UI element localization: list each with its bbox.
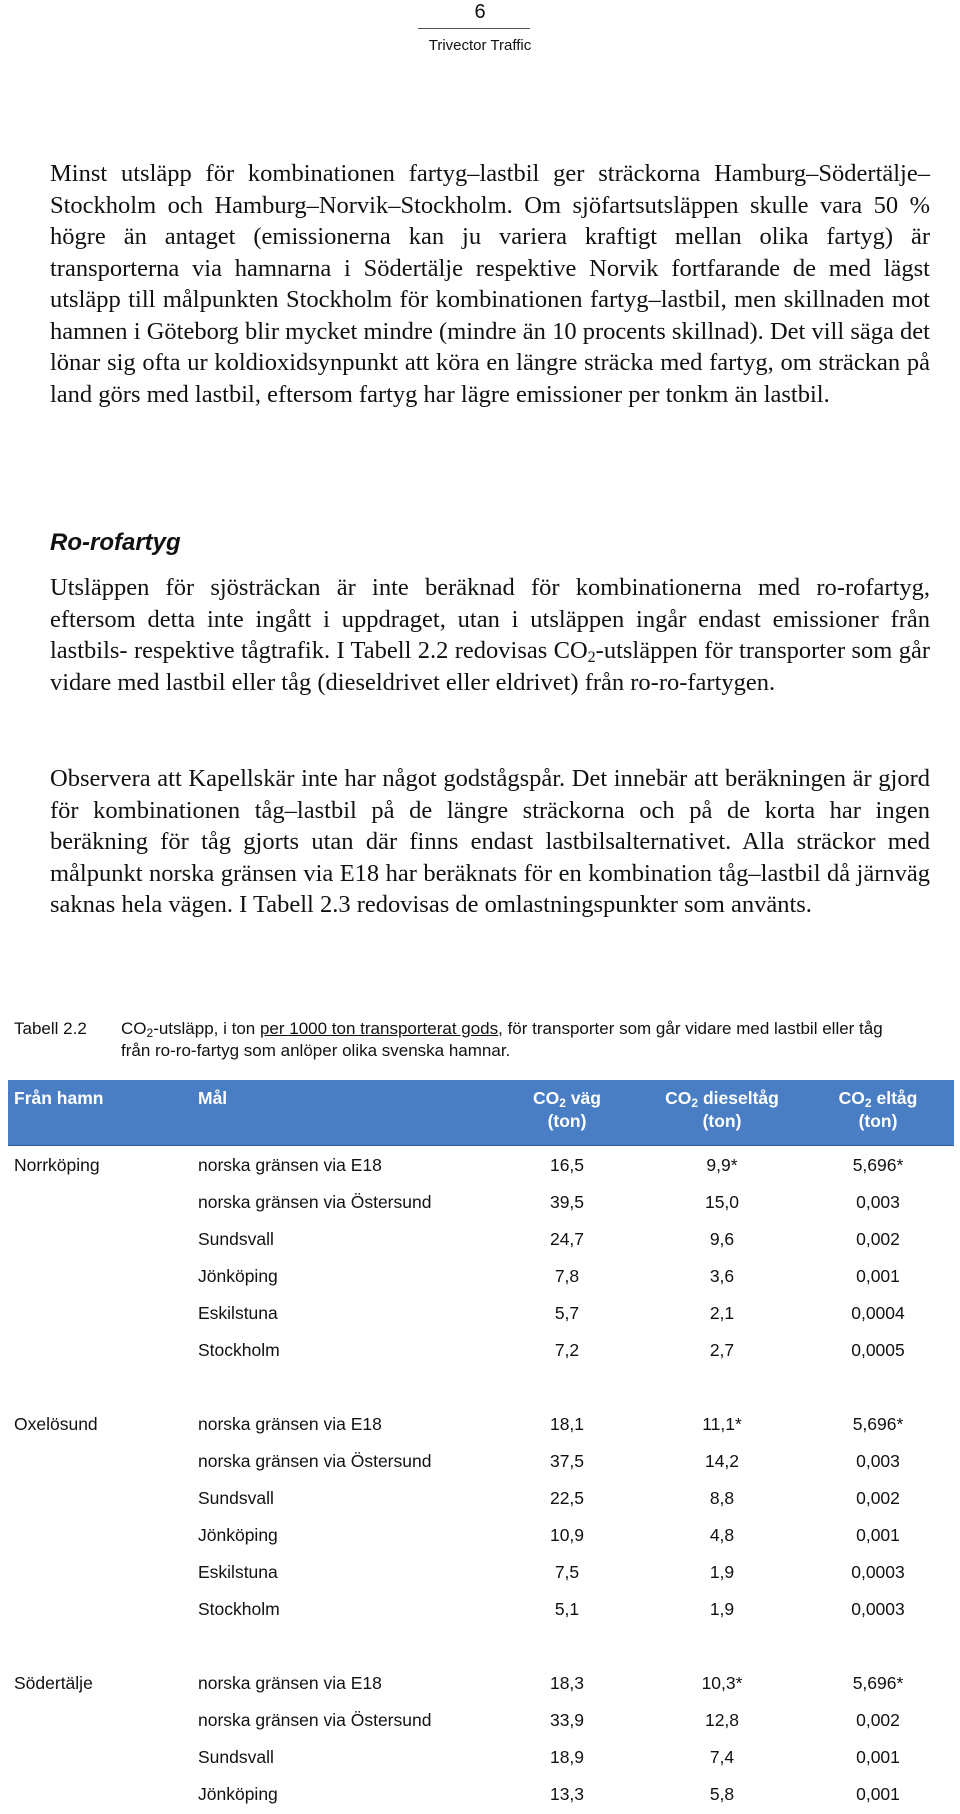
cell-co2-diesel: 7,4 xyxy=(709,1746,735,1767)
cell-destination: norska gränsen via E18 xyxy=(198,1154,382,1175)
cell-co2-road: 18,9 xyxy=(549,1746,585,1767)
cell-port xyxy=(8,1442,192,1479)
table-row xyxy=(8,1701,954,1738)
cell-co2-diesel: 4,8 xyxy=(709,1524,735,1545)
header-divider xyxy=(418,28,530,29)
cell-co2-electric: 5,696* xyxy=(852,1413,904,1434)
cell-co2-electric: 0,003 xyxy=(856,1191,900,1212)
cell-co2-road: 5,1 xyxy=(554,1598,580,1619)
cell-co2-electric: 0,001 xyxy=(856,1265,900,1286)
header-road-unit: (ton) xyxy=(547,1111,587,1131)
paragraph-2-text-before: Utsläppen för sjösträckan är inte beräknad för kombinationerna med ro-rofartyg, eftersom detta inte ingått i uppdraget, utan i utsläppen ingår endast emissioner från lastbils- respektive tågtrafik. I Tabell 2.2 redovisas CO xyxy=(50,574,930,664)
group-spacer xyxy=(8,1627,954,1664)
cell-co2-road: 13,3 xyxy=(549,1783,585,1804)
header-electric-co: CO xyxy=(838,1088,865,1108)
header-electric-label: eltåg xyxy=(871,1088,918,1108)
cell-co2-electric: 0,002 xyxy=(856,1709,900,1730)
caption-label: Tabell 2.2 xyxy=(14,1019,87,1038)
cell-destination: Eskilstuna xyxy=(198,1561,278,1582)
cell-co2-road: 10,9 xyxy=(549,1524,585,1545)
cell-destination: Sundsvall xyxy=(198,1228,274,1249)
cell-destination: norska gränsen via E18 xyxy=(198,1413,382,1434)
caption-part2: , för transporter som går vidare med lastbil eller tåg från ro-ro-fartyg som anlöper olika svenska hamnar. xyxy=(121,1019,883,1060)
table-row xyxy=(8,1442,954,1479)
paragraph-2 xyxy=(50,572,930,698)
table-row xyxy=(8,1183,954,1220)
cell-co2-electric: 0,002 xyxy=(856,1228,900,1249)
table-row xyxy=(8,1590,954,1627)
cell-co2-diesel: 5,8 xyxy=(709,1783,735,1804)
cell-port xyxy=(8,1331,192,1368)
cell-co2-road: 33,9 xyxy=(549,1709,585,1730)
cell-co2-diesel: 10,3* xyxy=(701,1672,743,1693)
cell-destination: Jönköping xyxy=(198,1783,278,1804)
header-road-sub: 2 xyxy=(559,1096,566,1110)
header-road-label: väg xyxy=(565,1088,601,1108)
table-row xyxy=(8,1553,954,1590)
cell-co2-diesel: 9,9* xyxy=(706,1154,738,1175)
page-number: 6 xyxy=(474,1,486,23)
table-row xyxy=(8,1775,954,1812)
table-row xyxy=(8,1220,954,1257)
header-co2-road xyxy=(492,1080,642,1146)
cell-co2-electric: 0,001 xyxy=(856,1783,900,1804)
cell-destination: Eskilstuna xyxy=(198,1302,278,1323)
cell-destination: Jönköping xyxy=(198,1265,278,1286)
cell-co2-diesel: 9,6 xyxy=(709,1228,735,1249)
header-co2-electric xyxy=(802,1080,954,1146)
cell-port xyxy=(8,1183,192,1220)
cell-co2-diesel: 12,8 xyxy=(704,1709,740,1730)
table-header-row xyxy=(8,1080,954,1146)
subscript-2: 2 xyxy=(587,649,596,666)
cell-co2-road: 18,1 xyxy=(549,1413,585,1434)
cell-co2-diesel: 2,7 xyxy=(709,1339,735,1360)
cell-destination: Stockholm xyxy=(198,1339,280,1360)
caption-underlined: per 1000 ton transporterat gods xyxy=(259,1019,499,1038)
caption-co: CO xyxy=(121,1019,147,1038)
emissions-table xyxy=(8,1080,954,1812)
cell-destination: norska gränsen via Östersund xyxy=(198,1450,432,1471)
header-road-co: CO xyxy=(533,1088,560,1108)
cell-destination: norska gränsen via E18 xyxy=(198,1672,382,1693)
cell-co2-diesel: 15,0 xyxy=(704,1191,740,1212)
table-row xyxy=(8,1146,954,1184)
cell-port xyxy=(8,1701,192,1738)
cell-port xyxy=(8,1775,192,1812)
table-row xyxy=(8,1738,954,1775)
spacer-cell xyxy=(8,1368,954,1405)
cell-co2-diesel: 1,9 xyxy=(709,1561,735,1582)
cell-co2-road: 24,7 xyxy=(549,1228,585,1249)
cell-co2-diesel: 11,1* xyxy=(702,1413,742,1434)
section-heading: Ro-rofartyg xyxy=(50,529,181,556)
cell-co2-electric: 5,696* xyxy=(852,1672,904,1693)
cell-co2-electric: 0,001 xyxy=(856,1746,900,1767)
cell-destination: Stockholm xyxy=(198,1598,280,1619)
table-row xyxy=(8,1257,954,1294)
table-row xyxy=(8,1294,954,1331)
cell-co2-electric: 0,003 xyxy=(856,1450,900,1471)
header-destination: Mål xyxy=(192,1080,492,1146)
caption-text xyxy=(121,1018,911,1062)
group-spacer xyxy=(8,1368,954,1405)
cell-co2-electric: 0,001 xyxy=(856,1524,900,1545)
cell-port xyxy=(8,1553,192,1590)
header-diesel-sub: 2 xyxy=(691,1096,699,1110)
table-row xyxy=(8,1516,954,1553)
cell-co2-diesel: 14,2 xyxy=(704,1450,740,1471)
header-electric-sub: 2 xyxy=(864,1096,872,1110)
cell-co2-road: 39,5 xyxy=(549,1191,585,1212)
cell-port: Norrköping xyxy=(14,1154,100,1175)
cell-co2-electric: 0,0003 xyxy=(851,1598,905,1619)
cell-co2-road: 18,3 xyxy=(549,1672,585,1693)
cell-co2-diesel: 8,8 xyxy=(709,1487,735,1508)
cell-co2-road: 16,5 xyxy=(549,1154,585,1175)
cell-co2-road: 37,5 xyxy=(549,1450,585,1471)
table-row xyxy=(8,1331,954,1368)
cell-co2-electric: 5,696* xyxy=(852,1154,904,1175)
paragraph-1: Minst utsläpp för kombinationen fartyg–lastbil ger sträckorna Hamburg–Södertälje–Stockholm och Hamburg–Norvik–Stockholm. Om sjöfartsutsläppen skulle vara 50 % högre än antaget (emissionerna kan ju variera kraftigt mellan olika fartyg) är transporterna via hamnarna i Södertälje respektive Norvik fortfarande de med lägst utsläpp till målpunkten Stockholm för kombinationen fartyg–lastbil, men skillnaden mot hamnen i Göteborg blir mycket mindre (mindre än 10 procents skillnad). Det vill säga det lönar sig ofta ur koldioxidsynpunkt att köra en längre sträcka med fartyg, om sträckan på land görs med lastbil, eftersom fartyg har lägre emissioner per tonkm än lastbil. xyxy=(50,160,930,408)
cell-co2-diesel: 1,9 xyxy=(709,1598,735,1619)
caption-subscript: 2 xyxy=(146,1026,154,1040)
cell-port: Södertälje xyxy=(14,1672,93,1693)
header-electric-unit: (ton) xyxy=(858,1111,898,1131)
cell-port xyxy=(8,1590,192,1627)
cell-port xyxy=(8,1294,192,1331)
paragraph-3: Observera att Kapellskär inte har något godstågspår. Det innebär att beräkningen är gjord för kombinationen tåg–lastbil på de längre sträckorna och på de korta har ingen beräkning för tåg gjorts utan där finns endast lastbilsalternativet. Alla sträckor med målpunkt norska gränsen via E18 har beräknats för en kombination tåg–lastbil då järnväg saknas hela vägen. I Tabell 2.3 redovisas de omlastningspunkter som använts. xyxy=(50,765,930,918)
header-company: Trivector Traffic xyxy=(428,37,532,54)
cell-co2-electric: 0,0005 xyxy=(851,1339,905,1360)
cell-port xyxy=(8,1479,192,1516)
table-body xyxy=(8,1146,954,1813)
header-diesel-label: dieseltåg xyxy=(698,1088,779,1108)
cell-destination: Sundsvall xyxy=(198,1746,274,1767)
cell-destination: norska gränsen via Östersund xyxy=(198,1191,432,1212)
header-port: Från hamn xyxy=(8,1080,192,1146)
cell-port xyxy=(8,1516,192,1553)
cell-co2-road: 5,7 xyxy=(554,1302,580,1323)
spacer-cell xyxy=(8,1627,954,1664)
cell-co2-electric: 0,002 xyxy=(856,1487,900,1508)
cell-co2-electric: 0,0003 xyxy=(851,1561,905,1582)
table-row xyxy=(8,1479,954,1516)
cell-co2-road: 7,8 xyxy=(554,1265,580,1286)
cell-port: Oxelösund xyxy=(14,1413,98,1434)
cell-port xyxy=(8,1257,192,1294)
table-row xyxy=(8,1664,954,1701)
cell-destination: Sundsvall xyxy=(198,1487,274,1508)
cell-co2-diesel: 2,1 xyxy=(709,1302,735,1323)
cell-destination: norska gränsen via Östersund xyxy=(198,1709,432,1730)
cell-port xyxy=(8,1220,192,1257)
header-co2-diesel xyxy=(642,1080,802,1146)
cell-co2-diesel: 3,6 xyxy=(709,1265,735,1286)
caption-part1: -utsläpp, i ton xyxy=(153,1019,260,1038)
paragraph-2-text-after: -utsläppen för transporter som går vidare med lastbil eller tåg (dieseldrivet eller eldrivet) från ro-ro-fartygen. xyxy=(50,637,930,696)
cell-co2-electric: 0,0004 xyxy=(851,1302,905,1323)
table-row xyxy=(8,1405,954,1442)
cell-co2-road: 7,2 xyxy=(554,1339,580,1360)
cell-co2-road: 22,5 xyxy=(549,1487,585,1508)
header-diesel-unit: (ton) xyxy=(702,1111,742,1131)
cell-destination: Jönköping xyxy=(198,1524,278,1545)
cell-port xyxy=(8,1738,192,1775)
header-diesel-co: CO xyxy=(665,1088,692,1108)
cell-co2-road: 7,5 xyxy=(554,1561,580,1582)
